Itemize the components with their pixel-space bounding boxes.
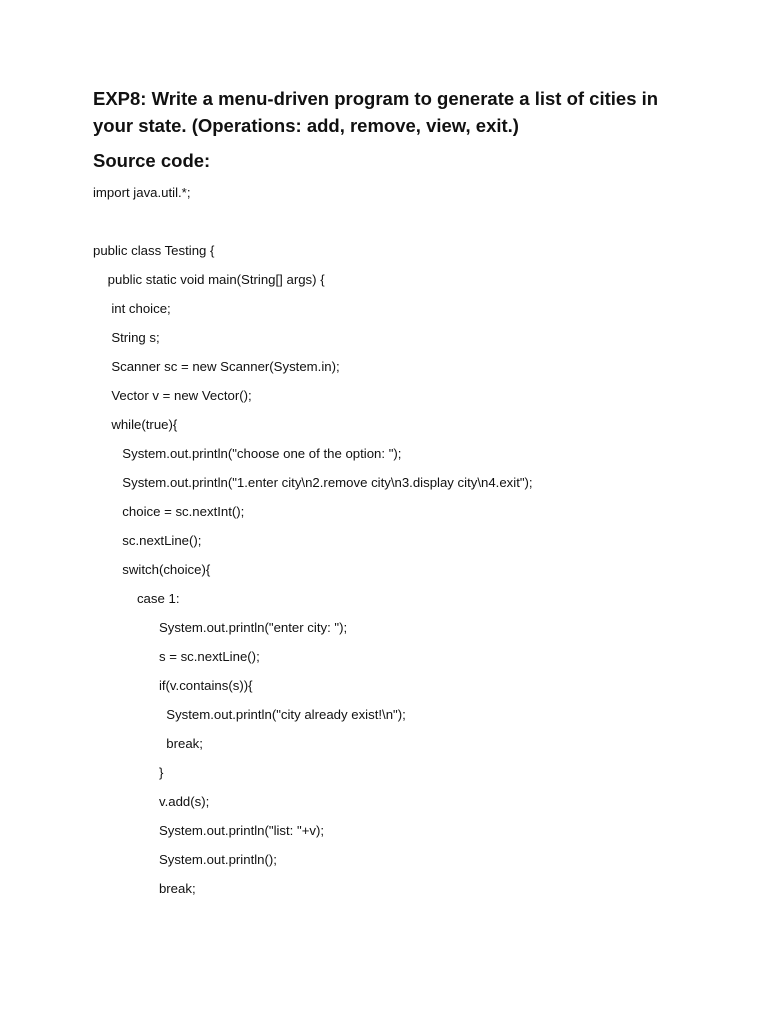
code-line: System.out.println("choose one of the option: "); — [93, 446, 402, 461]
code-line: public static void main(String[] args) { — [93, 272, 325, 287]
code-line: choice = sc.nextInt(); — [93, 504, 245, 519]
code-line: while(true){ — [93, 417, 178, 432]
code-line: } — [93, 765, 164, 780]
code-line: Scanner sc = new Scanner(System.in); — [93, 359, 340, 374]
source-code-block — [93, 178, 533, 903]
code-line: System.out.println("list: "+v); — [93, 823, 325, 838]
code-line: System.out.println("1.enter city\n2.remove city\n3.display city\n4.exit"); — [93, 475, 533, 490]
code-line: break; — [93, 736, 203, 751]
code-line: case 1: — [93, 591, 180, 606]
code-line: System.out.println("city already exist!\n"); — [93, 707, 406, 722]
code-line: import java.util.*; — [93, 185, 191, 200]
code-line: System.out.println("enter city: "); — [93, 620, 348, 635]
code-line: if(v.contains(s)){ — [93, 678, 253, 693]
code-line: public class Testing { — [93, 243, 215, 258]
code-line: break; — [93, 881, 196, 896]
code-line: Vector v = new Vector(); — [93, 388, 252, 403]
code-line: sc.nextLine(); — [93, 533, 202, 548]
code-line: int choice; — [93, 301, 171, 316]
code-line: String s; — [93, 330, 160, 345]
code-line: s = sc.nextLine(); — [93, 649, 260, 664]
code-line: System.out.println(); — [93, 852, 277, 867]
code-line — [93, 207, 533, 236]
code-line: switch(choice){ — [93, 562, 211, 577]
code-line: v.add(s); — [93, 794, 210, 809]
source-code-heading: Source code: — [93, 150, 211, 171]
experiment-heading: EXP8: Write a menu-driven program to generate a list of cities in your state. (Operations: add, remove, view, exit.) — [93, 88, 659, 136]
